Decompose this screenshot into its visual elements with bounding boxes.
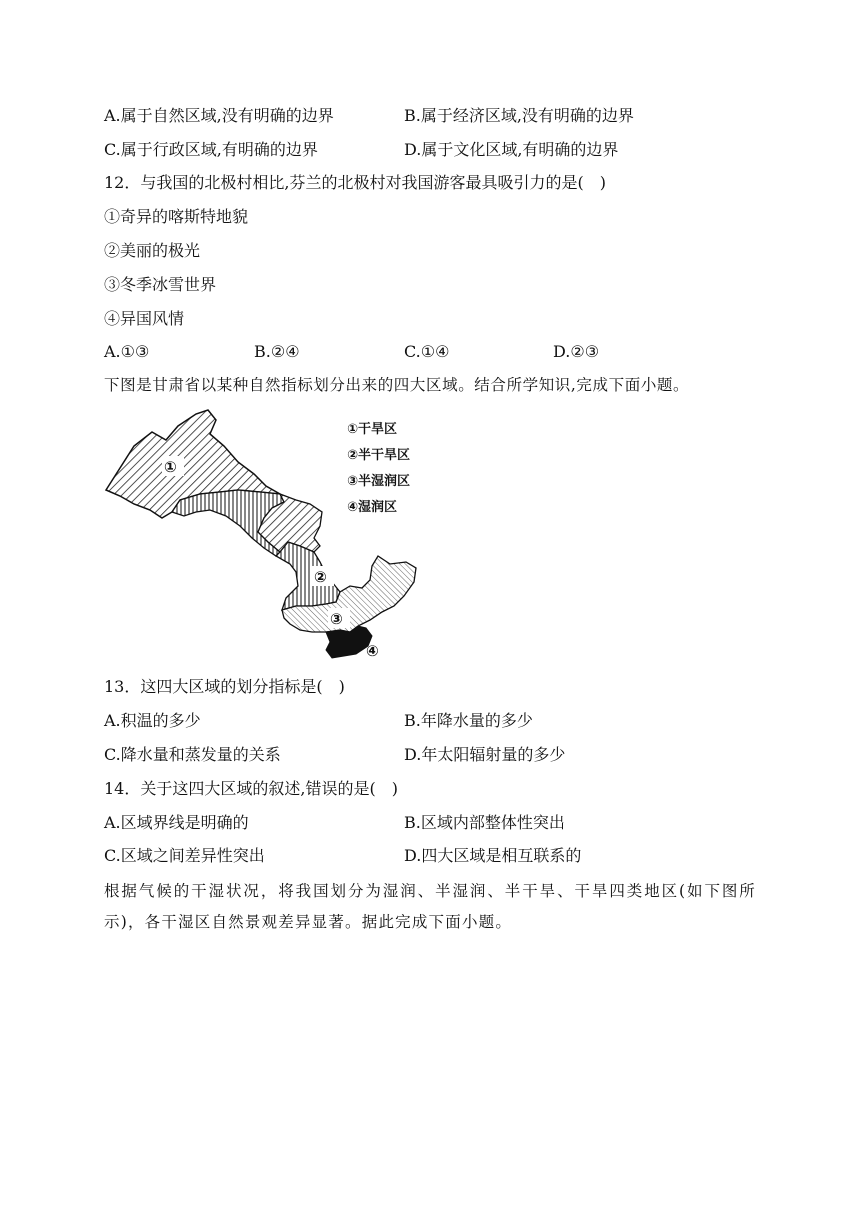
q13-option-b: B.年降水量的多少 xyxy=(404,711,533,730)
gansu-region-map xyxy=(100,406,430,666)
q14-stem: 14．关于这四大区域的叙述,错误的是( ) xyxy=(104,779,398,798)
q12-option-c: C.①④ xyxy=(404,342,450,361)
legend-arid: ①干旱区 xyxy=(347,422,398,437)
climate-intro: 根据气候的干湿状况，将我国划分为湿润、半湿润、半干旱、干旱四类地区(如下图所示)，各干湿区自然景观差异显著。据此完成下面小题。 xyxy=(104,882,756,931)
q11-option-d: D.属于文化区域,有明确的边界 xyxy=(404,140,619,159)
q13-option-d: D.年太阳辐射量的多少 xyxy=(404,745,566,764)
q13-option-a: A.积温的多少 xyxy=(104,711,201,730)
q12-option-a: A.①③ xyxy=(104,342,150,361)
q12-stem: 12．与我国的北极村相比,芬兰的北极村对我国游客最具吸引力的是( ) xyxy=(104,173,606,192)
q11-option-c: C.属于行政区域,有明确的边界 xyxy=(104,140,318,159)
q14-option-a: A.区域界线是明确的 xyxy=(104,813,249,832)
legend-semi-humid: ③半湿润区 xyxy=(347,474,411,489)
q11-option-a: A.属于自然区域,没有明确的边界 xyxy=(104,106,334,125)
q14-option-d: D.四大区域是相互联系的 xyxy=(404,846,582,865)
map-intro: 下图是甘肃省以某种自然指标划分出来的四大区域。结合所学知识,完成下面小题。 xyxy=(104,376,690,394)
q14-option-b: B.区域内部整体性突出 xyxy=(404,813,565,832)
q11-option-b: B.属于经济区域,没有明确的边界 xyxy=(404,106,634,125)
q13-stem: 13．这四大区域的划分指标是( ) xyxy=(104,677,345,696)
region-label-1: ① xyxy=(164,458,177,476)
q12-item-3: ③冬季冰雪世界 xyxy=(104,275,217,294)
region-label-3: ③ xyxy=(330,610,343,628)
legend-humid: ④湿润区 xyxy=(347,500,398,515)
region-label-4: ④ xyxy=(366,642,379,660)
q12-item-4: ④异国风情 xyxy=(104,309,185,328)
q12-item-1: ①奇异的喀斯特地貌 xyxy=(104,207,249,226)
q12-item-2: ②美丽的极光 xyxy=(104,241,201,260)
gansu-map-svg xyxy=(100,406,430,666)
q12-option-d: D.②③ xyxy=(553,342,600,361)
q12-option-b: B.②④ xyxy=(254,342,300,361)
region-label-2: ② xyxy=(314,568,327,586)
q14-option-c: C.区域之间差异性突出 xyxy=(104,846,265,865)
q13-option-c: C.降水量和蒸发量的关系 xyxy=(104,745,281,764)
legend-semi-arid: ②半干旱区 xyxy=(347,448,411,463)
